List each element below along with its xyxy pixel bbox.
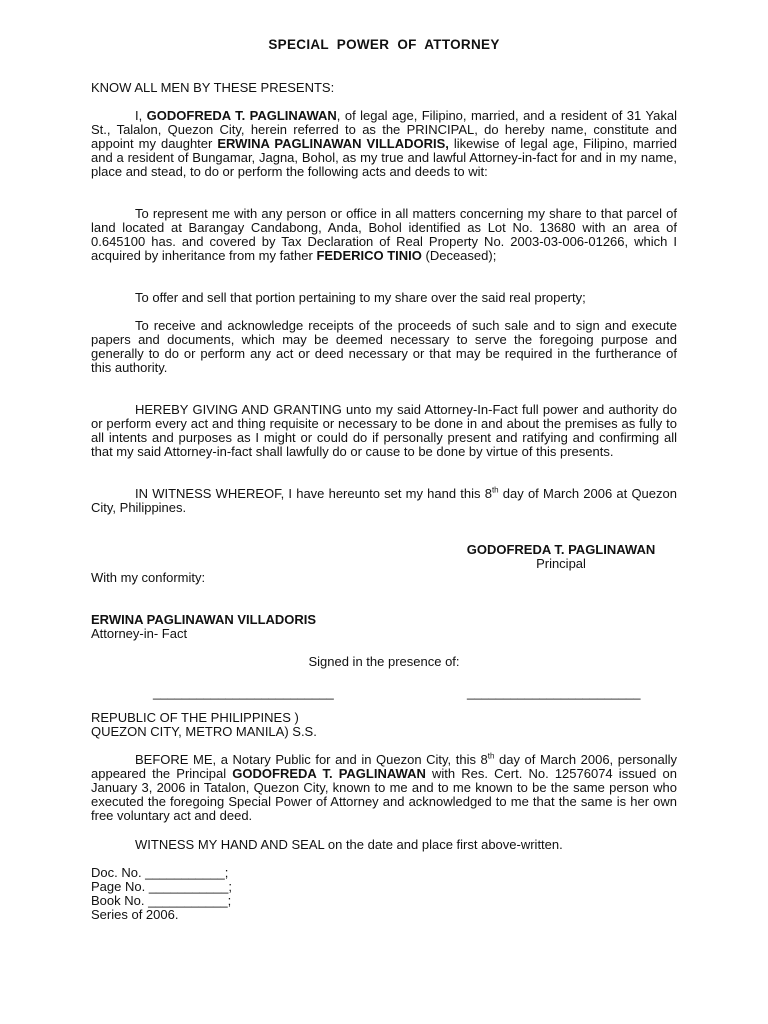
- paragraph-witness-whereof: IN WITNESS WHEREOF, I have hereunto set my hand this 8th day of March 2006 at Quezon City, Philippines.: [91, 485, 677, 515]
- attorney-name: ERWINA PAGLINAWAN VILLADORIS,: [217, 136, 449, 151]
- salutation: KNOW ALL MEN BY THESE PRESENTS:: [91, 80, 335, 95]
- principal-signature-name: GODOFREDA T. PAGLINAWAN: [466, 542, 656, 557]
- notary-principal-name: GODOFREDA T. PAGLINAWAN: [232, 766, 426, 781]
- series: Series of 2006.: [91, 907, 179, 922]
- attorney-signature-role: Attorney-in- Fact: [91, 626, 188, 641]
- witness-signature-line-2: ________________________: [467, 685, 641, 700]
- notarial-register: [91, 866, 677, 922]
- paragraph-hand-and-seal: WITNESS MY HAND AND SEAL on the date and place first above-written.: [135, 837, 563, 852]
- signed-presence-label: Signed in the presence of:: [308, 654, 460, 669]
- document-title: SPECIAL POWER OF ATTORNEY: [268, 37, 500, 52]
- principal-signature-block: [430, 543, 692, 571]
- doc-no: Doc. No. ___________;: [91, 865, 229, 880]
- paragraph-notary: BEFORE ME, a Notary Public for and in Quezon City, this 8th day of March 2006, personally appeared the Principal GODOFREDA T. PAGLINAWAN with Res. Cert. No. 12576074 issued on January 3, 2006 in Tatalon, Quezon City, known to me and to me known to be the same person who executed the foregoing Special Power of Attorney and acknowledged to me that the same is her own free voluntary act and deed.: [91, 751, 677, 823]
- witness-signature-line-1: _________________________: [153, 685, 334, 700]
- paragraph-granting: HEREBY GIVING AND GRANTING unto my said Attorney-In-Fact full power and authority do or perform every act and thing requisite or necessary to be done in and about the premises as fully to all intents and purposes as I might or could do if personally present and ratifying and confirming all that my said Attorney-in-fact shall lawfully do or cause to be done by virtue of this presents.: [91, 402, 677, 459]
- paragraph-appointment: I, GODOFREDA T. PAGLINAWAN, of legal age, Filipino, married, and a resident of 31 Yakal St., Talalon, Quezon City, herein referred to as the PRINCIPAL, do hereby name, constitute and appoint my daughter ERWINA PAGLINAWAN VILLADORIS, likewise of legal age, Filipino, married and a resident of Bungamar, Jagna, Bohol, as my true and lawful Attorney-in-fact for and in my name, place and stead, to do or perform the following acts and deeds to wit:: [91, 108, 677, 179]
- venue-line-2: QUEZON CITY, METRO MANILA) S.S.: [91, 724, 317, 739]
- venue-line-1: REPUBLIC OF THE PHILIPPINES ): [91, 710, 299, 725]
- venue-block: [91, 711, 677, 739]
- father-name: FEDERICO TINIO: [316, 248, 422, 263]
- attorney-signature-name: ERWINA PAGLINAWAN VILLADORIS: [91, 612, 317, 627]
- principal-signature-role: Principal: [536, 556, 586, 571]
- attorney-signature-block: [91, 613, 677, 641]
- book-no: Book No. ___________;: [91, 893, 232, 908]
- paragraph-offer-sell: To offer and sell that portion pertaining to my share over the said real property;: [135, 290, 586, 305]
- page-no: Page No. ___________;: [91, 879, 232, 894]
- paragraph-receive: To receive and acknowledge receipts of the proceeds of such sale and to sign and execute papers and documents, which may be deemed necessary to serve the foregoing purpose and generally to do or perform any act or deed necessary or that may be required in the furtherance of this authority.: [91, 318, 677, 375]
- paragraph-represent: To represent me with any person or office in all matters concerning my share to that parcel of land located at Barangay Candabong, Anda, Bohol identified as Lot No. 13680 with an area of 0.645100 has. and covered by Tax Declaration of Real Property No. 2003-03-006-01266, which I acquired by inheritance from my father FEDERICO TINIO (Deceased);: [91, 206, 677, 263]
- principal-name: GODOFREDA T. PAGLINAWAN: [146, 108, 337, 123]
- conformity-label: With my conformity:: [91, 570, 206, 585]
